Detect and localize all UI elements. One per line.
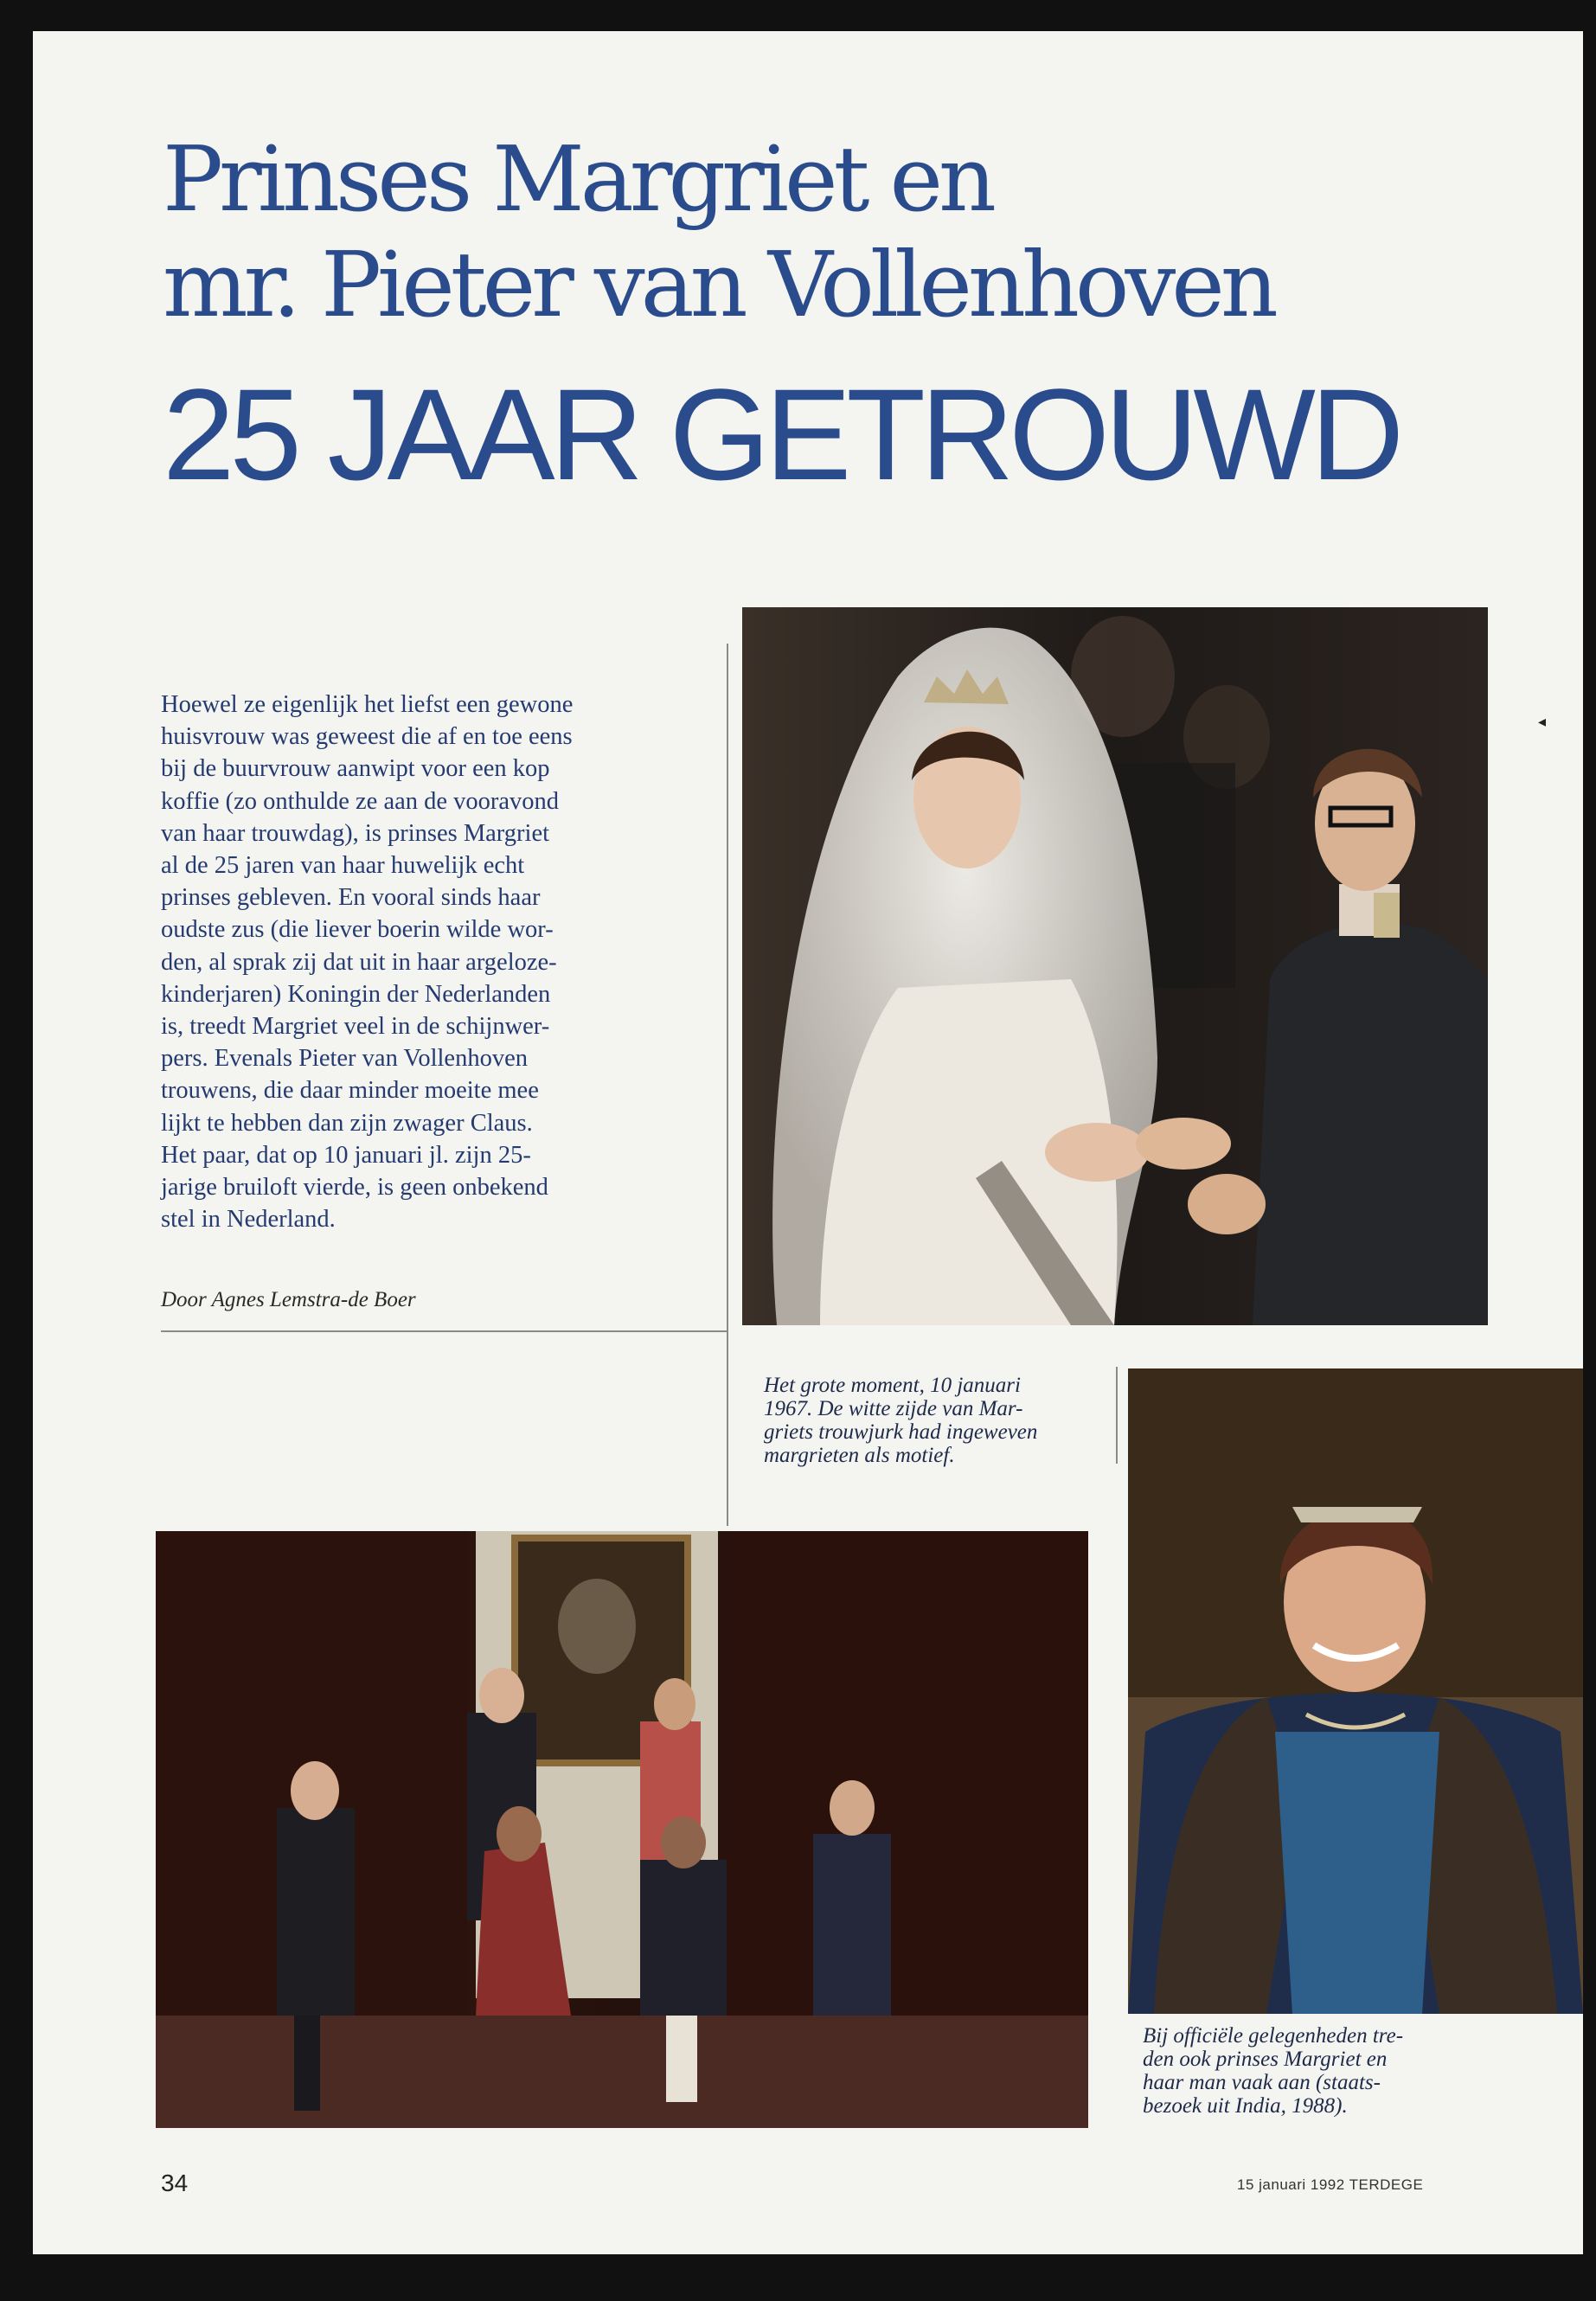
intro-paragraph xyxy=(161,689,732,1235)
intro-line: oudste zus (die liever boerin wilde wor- xyxy=(161,916,554,944)
issue-footer: 15 januari 1992 TERDEGE xyxy=(1237,2176,1424,2193)
intro-line: is, treedt Margriet veel in de schijnwer- xyxy=(161,1013,550,1041)
title-line-2: mr. Pieter van Vollenhoven xyxy=(163,232,1274,337)
intro-line: kinderjaren) Koningin der Nederlanden xyxy=(161,980,551,1008)
intro-line: trouwens, die daar minder moeite mee xyxy=(161,1077,539,1105)
intro-line: jarige bruiloft vierde, is geen onbekend xyxy=(161,1174,548,1202)
caption-divider xyxy=(1116,1367,1118,1464)
caption-line: Bij officiële gelegenheden tre- xyxy=(1143,2024,1404,2048)
headline: 25 JAAR GETROUWD xyxy=(163,362,1400,507)
caption-line: bezoek uit India, 1988). xyxy=(1143,2094,1348,2118)
intro-line: lijkt te hebben dan zijn zwager Claus. xyxy=(161,1109,533,1137)
byline-rule xyxy=(161,1330,728,1332)
magazine-page xyxy=(33,31,1583,2254)
caption-line: haar man vaak aan (staats- xyxy=(1143,2071,1381,2094)
caption-line: 1967. De witte zijde van Mar- xyxy=(764,1397,1023,1420)
intro-line: stel in Nederland. xyxy=(161,1206,336,1234)
intro-line: huisvrouw was geweest die af en toe eens xyxy=(161,723,573,751)
page-number: 34 xyxy=(161,2170,189,2196)
caption-line: griets trouwjurk had ingeweven xyxy=(764,1420,1038,1444)
caption-line: den ook prinses Margriet en xyxy=(1143,2048,1388,2071)
intro-line: prinses gebleven. En vooral sinds haar xyxy=(161,884,541,912)
wedding-caption xyxy=(764,1374,1110,1467)
intro-line: van haar trouwdag), is prinses Margriet xyxy=(161,819,550,847)
intro-line: den, al sprak zij dat uit in haar argeloze- xyxy=(161,948,557,976)
wedding-photo xyxy=(742,607,1488,1325)
margin-arrow-icon: ◂ xyxy=(1538,713,1547,731)
intro-line: al de 25 jaren van haar huwelijk echt xyxy=(161,852,525,880)
caption-line: Het grote moment, 10 januari xyxy=(764,1374,1021,1397)
intro-line: pers. Evenals Pieter van Vollenhoven xyxy=(161,1045,528,1073)
title-line-1: Prinses Margriet en xyxy=(163,126,992,232)
intro-line: koffie (zo onthulde ze aan de vooravond xyxy=(161,787,560,815)
portrait-photo xyxy=(1128,1368,1583,2014)
intro-line: bij de buurvrouw aanwipt voor een kop xyxy=(161,755,550,783)
caption-line: margrieten als motief. xyxy=(764,1444,955,1467)
intro-line: Hoewel ze eigenlijk het liefst een gewone xyxy=(161,691,574,718)
group-photo xyxy=(156,1531,1088,2128)
intro-line: Het paar, dat op 10 januari jl. zijn 25- xyxy=(161,1141,531,1169)
byline: Door Agnes Lemstra-de Boer xyxy=(161,1288,416,1311)
india-caption xyxy=(1143,2024,1506,2118)
